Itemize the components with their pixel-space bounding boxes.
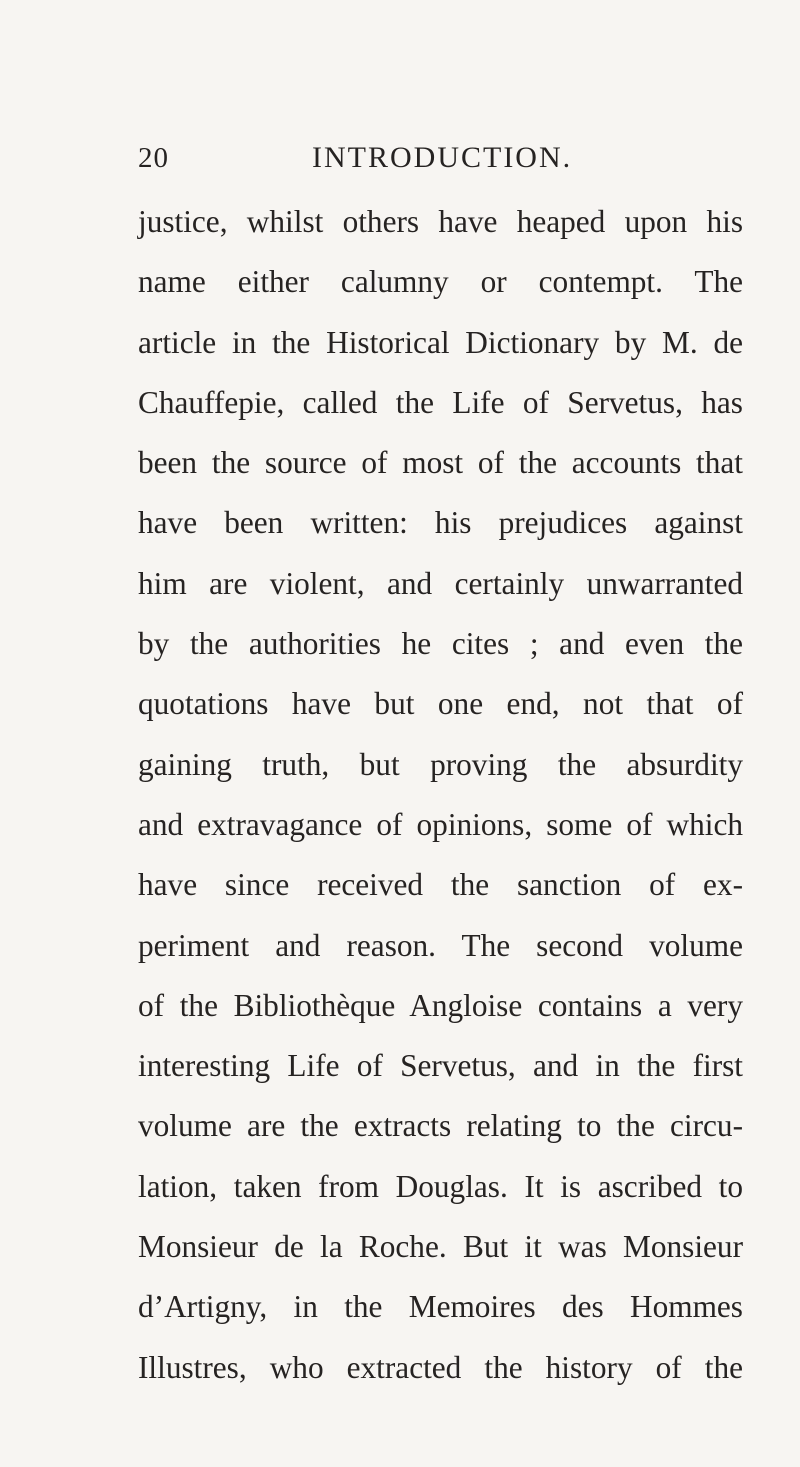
text-line: interesting Life of Servetus, and in the first [138,1048,743,1084]
page-number: 20 [138,142,169,174]
text-line: and extravagance of opinions, some of which [138,806,743,842]
text-line: of the Bibliothèque Angloise contains a very [138,987,743,1023]
text-line: have been written: his prejudices against [138,505,743,541]
text-line: gaining truth, but proving the absurdity [138,746,743,782]
text-line: Illustres, who extracted the history of the [138,1349,743,1385]
text-line: quotations have but one end, not that of [138,686,743,722]
running-head-title: INTRODUCTION. [312,141,573,174]
body-text [138,201,743,1407]
text-line: article in the Historical Dictionary by M. de [138,324,743,360]
text-line: by the authorities he cites ; and even the [138,626,743,662]
text-line: him are violent, and certainly unwarranted [138,565,743,601]
text-line: volume are the extracts relating to the circu- [138,1108,743,1144]
text-line: name either calumny or contempt. The [138,264,743,300]
text-line: Chauffepie, called the Life of Servetus, has [138,384,743,420]
running-head [138,138,743,178]
text-line: lation, taken from Douglas. It is ascribed to [138,1168,743,1204]
text-line: Monsieur de la Roche. But it was Monsieur [138,1229,743,1265]
text-line: been the source of most of the accounts that [138,445,743,481]
text-line: d’Artigny, in the Memoires des Hommes [138,1289,743,1325]
text-line: periment and reason. The second volume [138,927,743,963]
text-line: have since received the sanction of ex- [138,867,743,903]
text-line: justice, whilst others have heaped upon his [138,204,743,239]
